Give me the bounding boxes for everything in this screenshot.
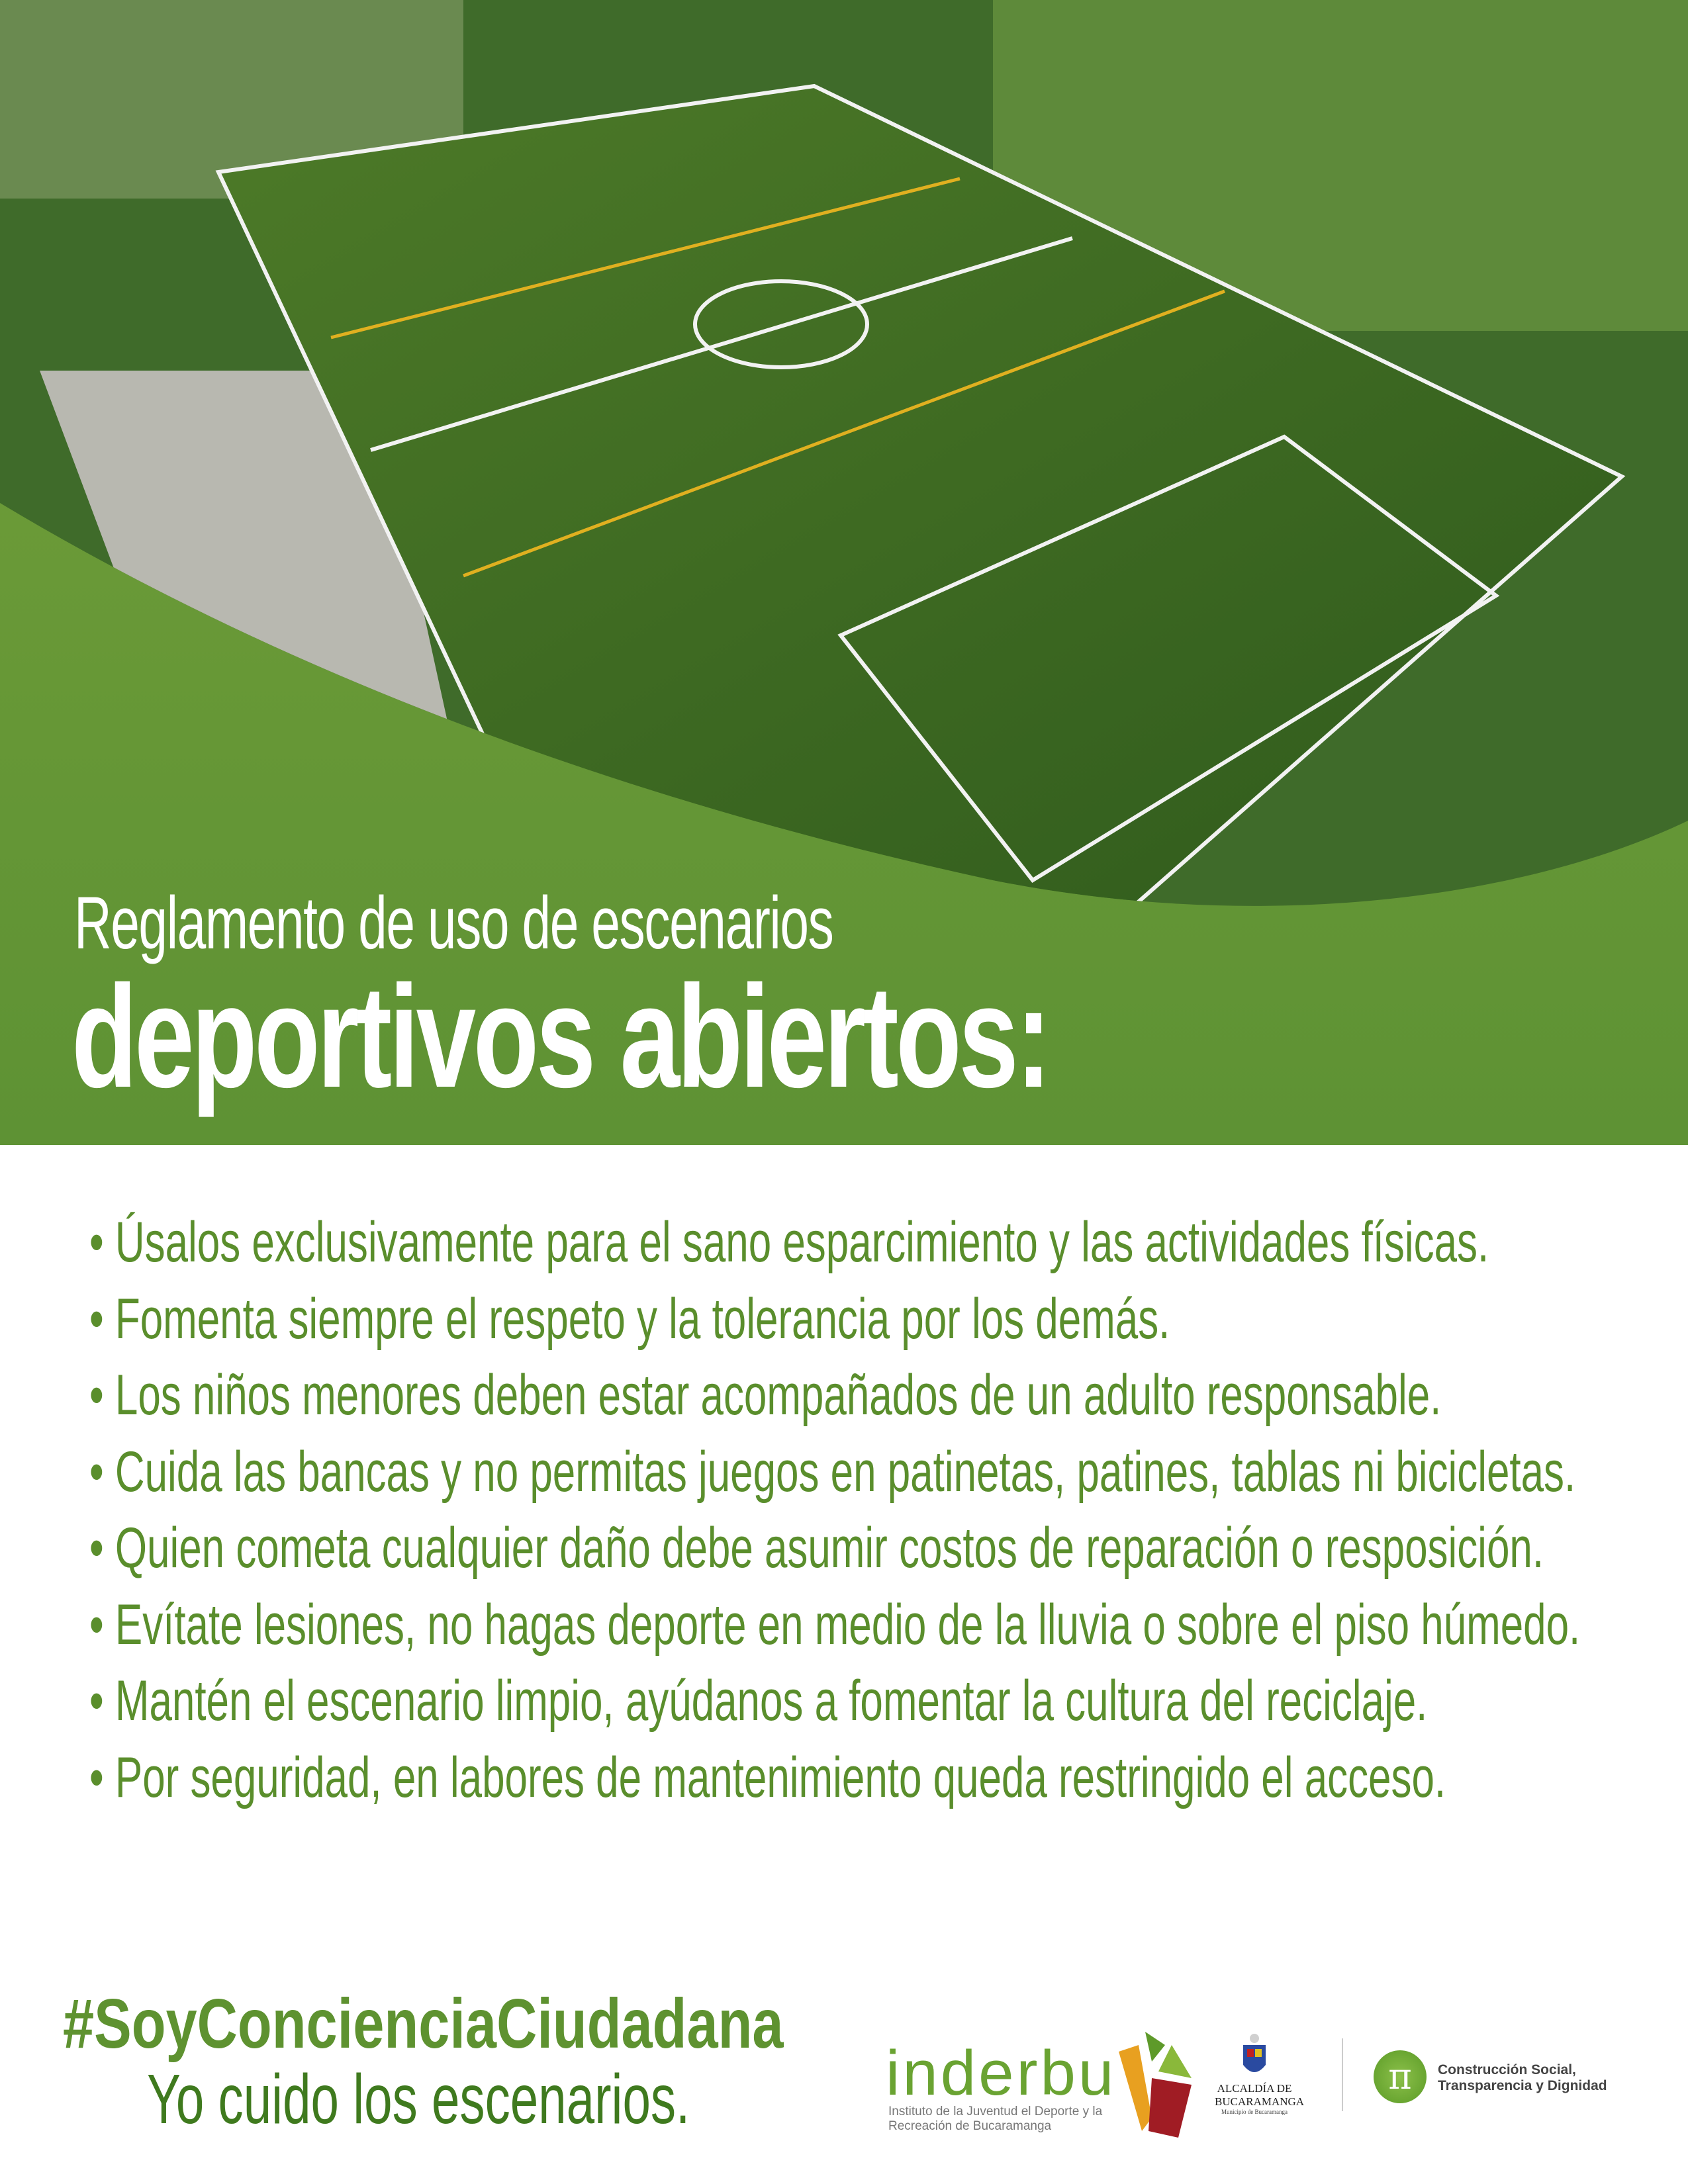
inderbu-wordmark: inderbu <box>886 2038 1117 2109</box>
alcaldia-name: ALCALDÍA DE BUCARAMANGA <box>1215 2082 1305 2108</box>
inderbu-subtitle: Instituto de la Juventud el Deporte y la Recreación de Bucaramanga <box>888 2105 1103 2133</box>
tagline: Yo cuido los escenarios. <box>147 2060 690 2138</box>
program-name-line-2: Transparencia y Dignidad <box>1438 2078 1607 2093</box>
rule-item: • Mantén el escenario limpio, ayúdanos a fomentar la cultura del reciclaje. <box>89 1663 1580 1740</box>
footer-logos <box>880 2025 1675 2144</box>
title-line-1: Reglamento de uso de escenarios <box>74 882 833 964</box>
title-line-2: deportivos abiertos: <box>71 955 1049 1118</box>
soccer-field-photo <box>0 0 1688 927</box>
program-name-line-1: Construcción Social, <box>1438 2062 1576 2077</box>
rule-item: • Por seguridad, en labores de mantenimiento queda restringido el acceso. <box>89 1740 1580 1817</box>
rule-item: • Los niños menores deben estar acompañados de un adulto responsable. <box>89 1357 1580 1434</box>
rule-item: • Quien cometa cualquier daño debe asumir costos de reparación o resposición. <box>89 1510 1580 1587</box>
rule-item: • Evítate lesiones, no hagas deporte en medio de la lluvia o sobre el piso húmedo. <box>89 1587 1580 1664</box>
rule-item: • Úsalos exclusivamente para el sano esparcimiento y las actividades físicas. <box>89 1205 1580 1281</box>
rule-item: • Cuida las bancas y no permitas juegos en patinetas, patines, tablas ni bicicletas. <box>89 1434 1580 1511</box>
rules-list <box>89 1205 1688 1816</box>
hashtag: #SoyConcienciaCiudadana <box>63 1985 784 2063</box>
alcaldia-logo <box>1215 2032 1305 2115</box>
rule-item: • Fomenta siempre el respeto y la tolerancia por los demás. <box>89 1281 1580 1358</box>
logo-divider <box>1342 2038 1343 2111</box>
inderbu-emblem-icon <box>1112 2032 1198 2138</box>
alcaldia-subtitle: Municipio de Bucaramanga <box>1221 2109 1288 2115</box>
pi-icon: π <box>1374 2050 1427 2103</box>
program-name <box>1438 2062 1607 2094</box>
coat-of-arms-icon <box>1238 2032 1271 2079</box>
